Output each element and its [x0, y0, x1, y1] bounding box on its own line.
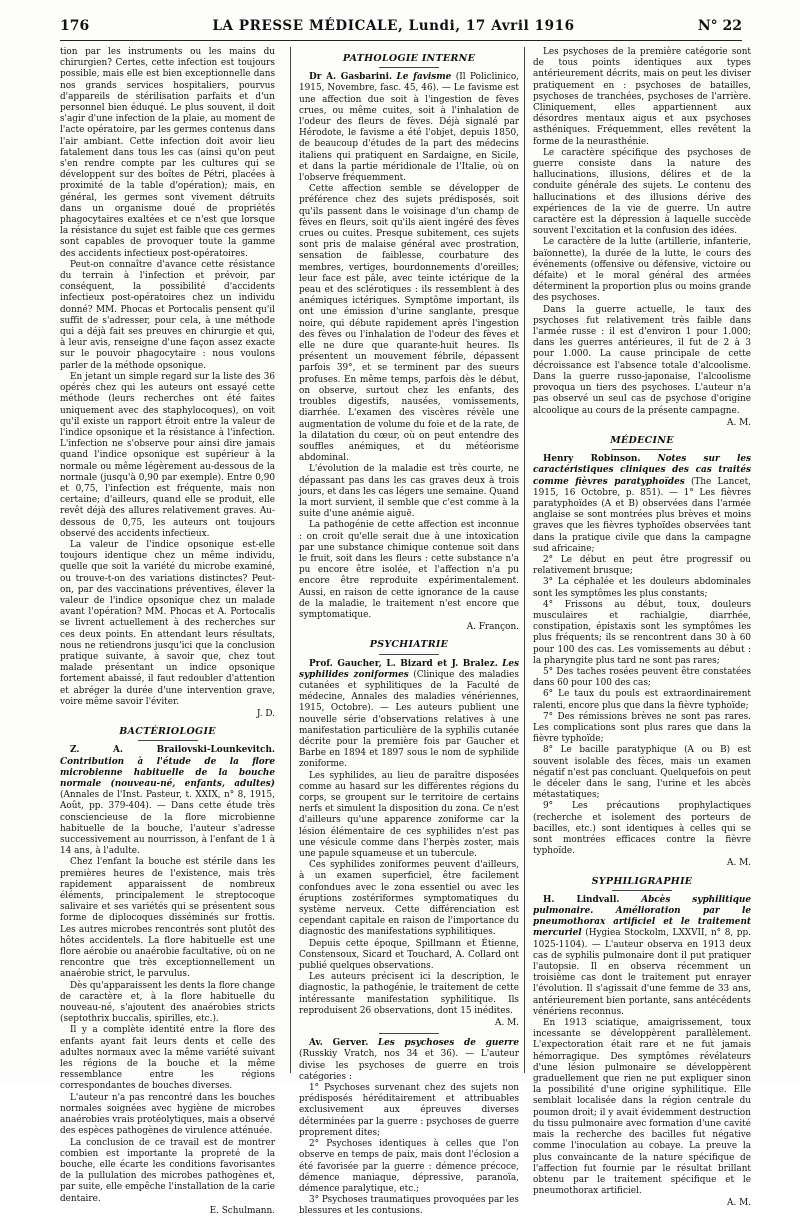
list-item: 7° Des rémissions brèves ne sont pas rares. Les complications sont plus rares que dans la fièvre typhoïde; — [533, 711, 751, 745]
paragraph: Ces syphilides zoniformes peuvent d'ailleurs, à un examen superficiel, être facilement confondues avec le zona essentiel ou avec les éruptions zostériformes symptomatiques du système nerveux. Cette différenciation est cependant capitale en raison de l'importance du diagnostic des manifestations syphilitiques. — [299, 860, 519, 938]
article-reference: (Russkiy Vratch, nos 34 et 36). — L'auteur divise les psychoses de guerre en trois catégories : — [299, 1049, 519, 1082]
author-signature: E. Schulmann. — [209, 1205, 275, 1216]
article-author: Henry Robinson. — [543, 454, 641, 465]
paragraph: Les auteurs précisent ici la description, le diagnostic, la pathogénie, le traitement de cette intéressante manifestation syphilitique. Ils reproduisent 26 observations, dont 15 inédites. — [299, 972, 519, 1016]
issue-number: N° 22 — [697, 18, 742, 34]
author-signature: A. Françon. — [466, 622, 519, 633]
article-header — [533, 454, 751, 555]
article-header — [299, 1038, 519, 1083]
paragraph: Le caractère spécifique des psychoses de guerre consiste dans la nature des hallucinations, illusions, délires et de la conduite générale des sujets. Le contenu des hallucinations et des illusions dérive des expériences de la vie de guerre. Un autre caractère est la dépression à laquelle succède souvent l'excitation et la confusion des idées. — [533, 147, 751, 237]
journal-title: LA PRESSE MÉDICALE, Lundi, 17 Avril 1916 — [212, 18, 575, 34]
article-title: Le favisme — [396, 72, 452, 83]
article-header — [533, 895, 751, 1018]
article-header — [60, 745, 275, 857]
author-signature: A. M. — [727, 1198, 751, 1209]
paragraph: La valeur de l'indice opsonique est-elle toujours identique chez un même individu, quelle que soit la variété du microbe examiné, ou trouve-t-on des variations distinctes? Peut-on, par des vaccinations préventives, élever la valeur de l'indice opsonique chez un malade avant l'opération? MM. Phocas et A. Portocalis se livrent actuellement à des recherches sur ces deux points. En attendant leurs résultats, nous ne retiendrons jusqu'ici que la conclusion pratique suivante, à savoir que, chez tout malade présentant un indice opsonique fortement abaissé, il faut redoubler d'attention et abréger la durée d'une intervention grave, voire même savoir l'éviter. — [60, 539, 275, 707]
article-title: Abcès syphilitique pulmonaire. Amélioration par le pneumothorax artificiel et le traitement mercuriel — [533, 894, 752, 939]
page-number: 176 — [60, 18, 90, 34]
article-author: H. Lindvall. — [543, 894, 620, 905]
page-header — [60, 18, 742, 41]
paragraph: Dès qu'apparaissent les dents la flore change de caractère et, à la flore habituelle du nouveau-né, s'ajoutent des anaérobies stricts (septothrix buccalis, spirilles, etc.). — [60, 980, 275, 1025]
article-author: Av. Gerver. — [309, 1038, 369, 1049]
list-item: 5° Des taches rosées peuvent être constatées dans 60 pour 100 des cas; — [533, 666, 751, 689]
section-rule — [612, 890, 672, 891]
paragraph: Il y a complète identité entre la flore des enfants ayant fait leurs dents et celle des adultes normaux avec la même variété suivant les régions de la bouche et la même ressemblance entre les régions correspondantes de bouches diverses. — [60, 1025, 275, 1092]
column-middle — [290, 47, 519, 1217]
paragraph: Depuis cette époque, Spillmann et Étienne, Constensoux, Sicard et Touchard, A. Collard ont publié quelques observations. — [299, 938, 519, 972]
list-item: 6° Le taux du pouls est extraordinairement ralenti, encore plus que dans la fièvre typhoïde; — [533, 689, 751, 711]
list-item: 1° Psychoses survenant chez des sujets non prédisposés héréditairement et attribuables exclusivement aux épreuves diverses déterminées par la guerre : psychoses de guerre proprement dites; — [299, 1083, 519, 1138]
article-author: Dr A. Gasbarini. — [309, 72, 393, 83]
paragraph: tion par les instruments ou les mains du chirurgien? Certes, cette infection est toujours possible, mais elle est bien exceptionnelle dans nos grands services hospitaliers, pourvus d'appareils de stérilisation parfaits et d'un personnel bien éduqué. Le plus souvent, il doit s'agir d'une infection de la plaie, au moment de l'acte opératoire, par les germes contenus dans l'air ambiant. Cette infection doit avoir lieu fatalement dans tous les cas (ainsi qu'on peut s'en rendre compte par les cultures qui se développent sur des boîtes de Pétri, placées à proximité de la table d'opération); mais, en général, les germes sont vivement détruits dans un organisme doué de propriétés phagocytaires exaltées et ce n'est que lorsque la résistance du sujet est faible que ces germes sont capables de provoquer toute la gamme des accidents infectieux post-opératoires. — [60, 47, 275, 259]
article-author: Prof. Gaucher, L. Bizard et J. Bralez. — [309, 658, 498, 669]
author-signature: A. M. — [495, 1018, 519, 1029]
column-right — [524, 47, 752, 1209]
paragraph: L'évolution de la maladie est très courte, ne dépassant pas dans les cas graves deux à trois jours, et dans les cas légers une semaine. Quand la mort survient, il semble que c'est comme à la suite d'une anémie aiguë. — [299, 464, 519, 520]
author-signature: J. D. — [256, 708, 275, 719]
column-left — [60, 47, 275, 1216]
section-heading-medecine: MÉDECINE — [610, 434, 674, 446]
paragraph: La conclusion de ce travail est de montrer combien est importante la propreté de la bouche, elle écarte les conditions favorisantes de la pullulation des microbes pathogènes et, par suite, elle empêche l'installation de la carie dentaire. — [60, 1137, 275, 1204]
section-heading-psychiatrie: PSYCHIATRIE — [369, 639, 449, 651]
article-header — [299, 72, 519, 184]
section-heading-syphiligraphie: SYPHILIGRAPHIE — [591, 875, 693, 887]
article-reference: (The Lancet, 1915, 16 Octobre, p. 851). — 1° Les fièvres paratyphoïdes (A et B) observées dans l'armée anglaise se sont montrées plus brèves et moins graves que les fièvres typhoïdes observées tant dans la pratique civile que dans la campagne sud africaine; — [533, 476, 752, 554]
section-heading-bacteriologie: BACTÉRIOLOGIE — [119, 726, 216, 738]
paragraph: La pathogénie de cette affection est inconnue : on croit qu'elle serait due à une intoxication par une substance chimique contenue soit dans le fruit, soit dans les fleurs : cette substance n'a pu encore être isolée, et l'affection n'a pu encore être reproduite expérimentalement. Aussi, en raison de cette ignorance de la cause de la maladie, le traitement n'est encore que symptomatique. — [299, 520, 519, 620]
article-title: Notes sur les caractéristiques cliniques des cas traités comme fièvres paratyphoïdes — [533, 454, 751, 487]
paragraph: Dans la guerre actuelle, le taux des psychoses fut relativement très faible dans l'armée russe : il est d'environ 1 pour 1.000; dans les guerres antérieures, il fut de 2 à 3 pour 1.000. La cause principale de cette décroissance est l'absence totale d'alcoolisme. Dans la guerre russo-japonaise, l'alcoolisme provoqua un tiers des psychoses. L'auteur n'a pas observé un seul cas de psychose d'origine alcoolique au cours de la présente campagne. — [533, 304, 751, 416]
article-title: Contribution à l'étude de la flore microbienne habituelle de la bouche normale (nouveau-né, enfants, adultes) — [60, 756, 275, 789]
list-item: 8° Le bacille paratyphique (A ou B) est souvent isolable des fèces, mais un examen négatif n'est pas concluant. Quelquefois on peut le déceler dans le sang, l'urine et les abcès métastatiques; — [533, 745, 751, 801]
list-item: 3° La céphalée et les douleurs abdominales sont les symptômes les plus constants; — [533, 577, 751, 599]
article-reference: (Annales de l'Inst. Pasteur, t. XXIX, n° 8, 1915, Août, pp. 379-404). — Dans cette étude très consciencieuse de la flore microbienne habituelle de la bouche, l'auteur s'adresse successivement au nourrisson, à l'enfant de 1 à 14 ans, à l'adulte. — [60, 790, 275, 857]
paragraph: Les syphilides, au lieu de paraître disposées comme au hasard sur les différentes régions du corps, se groupent sur le territoire de certains nerfs et simulent la disposition du zona. Ce n'est d'ailleurs qu'une apparence zoniforme car la lésion élémentaire de ces syphilides n'est pas une vésicule comme dans l'herpès zoster, mais une papule squameuse et un tubercule. — [299, 770, 519, 860]
paragraph: L'auteur n'a pas rencontré dans les bouches normales soignées avec hygiène de microbes anaérobies vrais protéolytiques, mais a observé des espèces pathogènes de virulence atténuée. — [60, 1092, 275, 1137]
article-author: Z. A. Brailovski-Lounkevitch. — [70, 745, 275, 756]
paragraph: Chez l'enfant la bouche est stérile dans les premières heures de l'existence, mais très rapidement apparaissent de nombreux éléments, principalement le streptocoque salivaire et ses variétés qui se présentent sous forme de diplocoques disséminés sur frottis. Les autres microbes rencontrés sont plutôt des hôtes accidentels. La flore habituelle est une flore aérobie ou anaérobie facultative, où on ne rencontre que très exceptionnellement un anaérobie strict, le parvulus. — [60, 857, 275, 980]
paragraph: Peut-on connaître d'avance cette résistance du terrain à l'infection et prévoir, par conséquent, la possibilité d'accidents infectieux post-opératoires chez un individu donné? MM. Phocas et Portocalis pensent qu'il suffit de s'adresser, pour cela, à une méthode qui a déjà fait ses preuves en chirurgie et qui, à leur avis, renseigne d'une façon assez exacte sur le pouvoir phagocytaire : nous voulons parler de la méthode opsonique. — [60, 259, 275, 371]
paragraph: Les psychoses de la première catégorie sont de tous points identiques aux types antérieurement décrits, mais on peut les diviser pratiquement en : psychoses de batailles, psychoses de tranchées, psychoses de l'arrière. Cliniquement, elles appartiennent aux désordres mentaux aigus et aux psychoses asthéniques. Fréquemment, elles revêtent la forme de la neurasthénie. — [533, 47, 751, 147]
article-title: Les syphilides zoniformes — [299, 658, 519, 680]
section-rule — [612, 449, 672, 450]
paragraph: En 1913 sciatique, amaigrissement, toux incessante se développèrent parallèlement. L'expectoration était rare et ne fut jamais hémorragique. Des symptômes révélateurs d'une lésion pulmonaire se développèrent graduellement que rien ne put expliquer sinon la possibilité d'une origine syphilitique. Elle semblait localisée dans la région centrale du poumon droit; il y avait évidemment destruction du tissu pulmonaire avec formation d'une cavité mais la recherche des bacilles fut négative comme l'inoculation au cobaye. La preuve la plus convaincante de la nature spécifique de l'affection fut fournie par le résultat brillant obtenu par le traitement spécifique et le pneumothorax artificiel. — [533, 1018, 751, 1197]
list-item: 4° Frissons au début, toux, douleurs musculaires et rachialgie, diarrhée, constipation, épistaxis sont les symptômes les plus fréquents; ils se rencontrent dans 30 à 60 pour 100 des cas. Les vomissements au début : la pharyngite plus tard ne sont pas rares; — [533, 599, 751, 666]
section-rule — [379, 67, 439, 68]
list-item: 2° Le début en peut être progressif ou relativement brusque; — [533, 554, 751, 577]
paragraph: En jetant un simple regard sur la liste des 36 opérés chez qui les auteurs ont essayé cette méthode (leurs recherches ont été faites uniquement avec des staphylocoques), on voit qu'il existe un rapport étroit entre la valeur de l'indice opsonique et la résistance à l'infection. L'infection ne s'observe pour ainsi dire jamais quand l'indice opsonique est supérieur à la normale ou même légèrement au-dessous de la normale (jusqu'à 0,90 par exemple). Entre 0,90 et 0,75, l'infection est fréquente, mais non certaine; d'ailleurs, quand elle se produit, elle revêt déjà des allures relativement graves. Au-dessous de 0,75, les auteurs ont toujours observé des accidents infectieux. — [60, 371, 275, 539]
article-separator — [379, 1033, 439, 1034]
author-signature: A. M. — [727, 858, 751, 869]
list-item: 3° Psychoses traumatiques provoquées par les blessures et les contusions. — [299, 1195, 519, 1217]
article-reference: (Clinique des maladies cutanées et syphilitiques de la Faculté de médecine, Annales des maladies vénériennes, 1915, Octobre). — Les auteurs publient une nouvelle série d'observations relatives à une manifestation particulière de la syphilis cutanée décrite pour la première fois par Gaucher et Barbe en 1894 et 1897 sous le nom de syphilide zoniforme. — [299, 669, 519, 770]
list-item: 9° Les précautions prophylactiques (recherche et isolement des porteurs de bacilles, etc.) sont identiques à celles qui se sont montrées efficaces contre la fièvre typhoïde. — [533, 801, 751, 857]
section-heading-pathologie-interne: PATHOLOGIE INTERNE — [342, 53, 476, 64]
section-rule — [138, 740, 198, 741]
section-rule — [379, 654, 439, 655]
author-signature: A. M. — [727, 417, 751, 428]
paragraph: Cette affection semble se développer de préférence chez des sujets prédisposés, soit qu'ils passent dans le voisinage d'un champ de fèves en fleurs, soit qu'ils aient ingéré des fèves crues ou cuites. Presque subitement, ces sujets sont pris de malaise général avec prostration, sensation de faiblesse, courbature des membres, vertiges, bourdonnements d'oreilles; leur face est pâle, avec teinte ictérique de la peau et des sclérotiques : ils ressemblent à des anémiques ictériques. Symptôme important, ils ont une émission d'urine sanglante, presque noire, qui débute rapidement après l'ingestion des fèves ou l'inhalation de l'odeur des fèves et elle ne dure que quarante-huit heures. Ils présentent un mouvement fébrile, dépassent parfois 39°, et se terminent par des sueurs profuses. En même temps, parfois dès le début, on observe, surtout chez les enfants, des troubles digestifs, nausées, vomissements, diarrhée. L'examen des viscères révèle une augmentation de volume du foie et de la rate, de la dilatation du cœur, où on peut entendre des souffles anémiques, et du météorisme abdominal. — [299, 184, 519, 464]
article-reference: (Il Policlinico, 1915, Novembre, fasc. 45, 46). — Le favisme est une affection due soit à l'ingestion de fèves crues, ou même cuites, soit à l'inhalation de l'odeur des fleurs de fèves. Déjà signalé par Hérodote, le favisme a été l'objet, depuis 1850, de beaucoup d'études de la part des médecins italiens qui pratiquent en Sardaigne, en Sicile, et dans la partie méridionale de l'Italie, où on l'observe fréquemment. — [299, 72, 519, 184]
paragraph: Le caractère de la lutte (artillerie, infanterie, baïonnette), la durée de la lutte, le cours des événements (offensive ou défensive, victoire ou défaite) et le moral général des armées déterminent la proportion plus ou moins grande des psychoses. — [533, 237, 751, 304]
article-title: Les psychoses de guerre — [377, 1038, 519, 1049]
list-item: 2° Psychoses identiques à celles que l'on observe en temps de paix, mais dont l'éclosion a été favorisée par la guerre : démence précoce, démence maniaque, dépressive, paranoïa, démence paralytique, etc.; — [299, 1139, 519, 1194]
article-reference: (Hygiea Stockolm, LXXVII, n° 8, pp. 1025-1104). — L'auteur observa en 1913 deux cas de syphilis pulmonaire dont il put pratiquer l'autopsie. Il en observa récemment un troisième cas dont le traitement put enrayer l'évolution. Il s'agissait d'une femme de 33 ans, antérieurement bien portante, sans antécédents vénériens reconnus. — [533, 928, 751, 1017]
article-header — [299, 659, 519, 771]
